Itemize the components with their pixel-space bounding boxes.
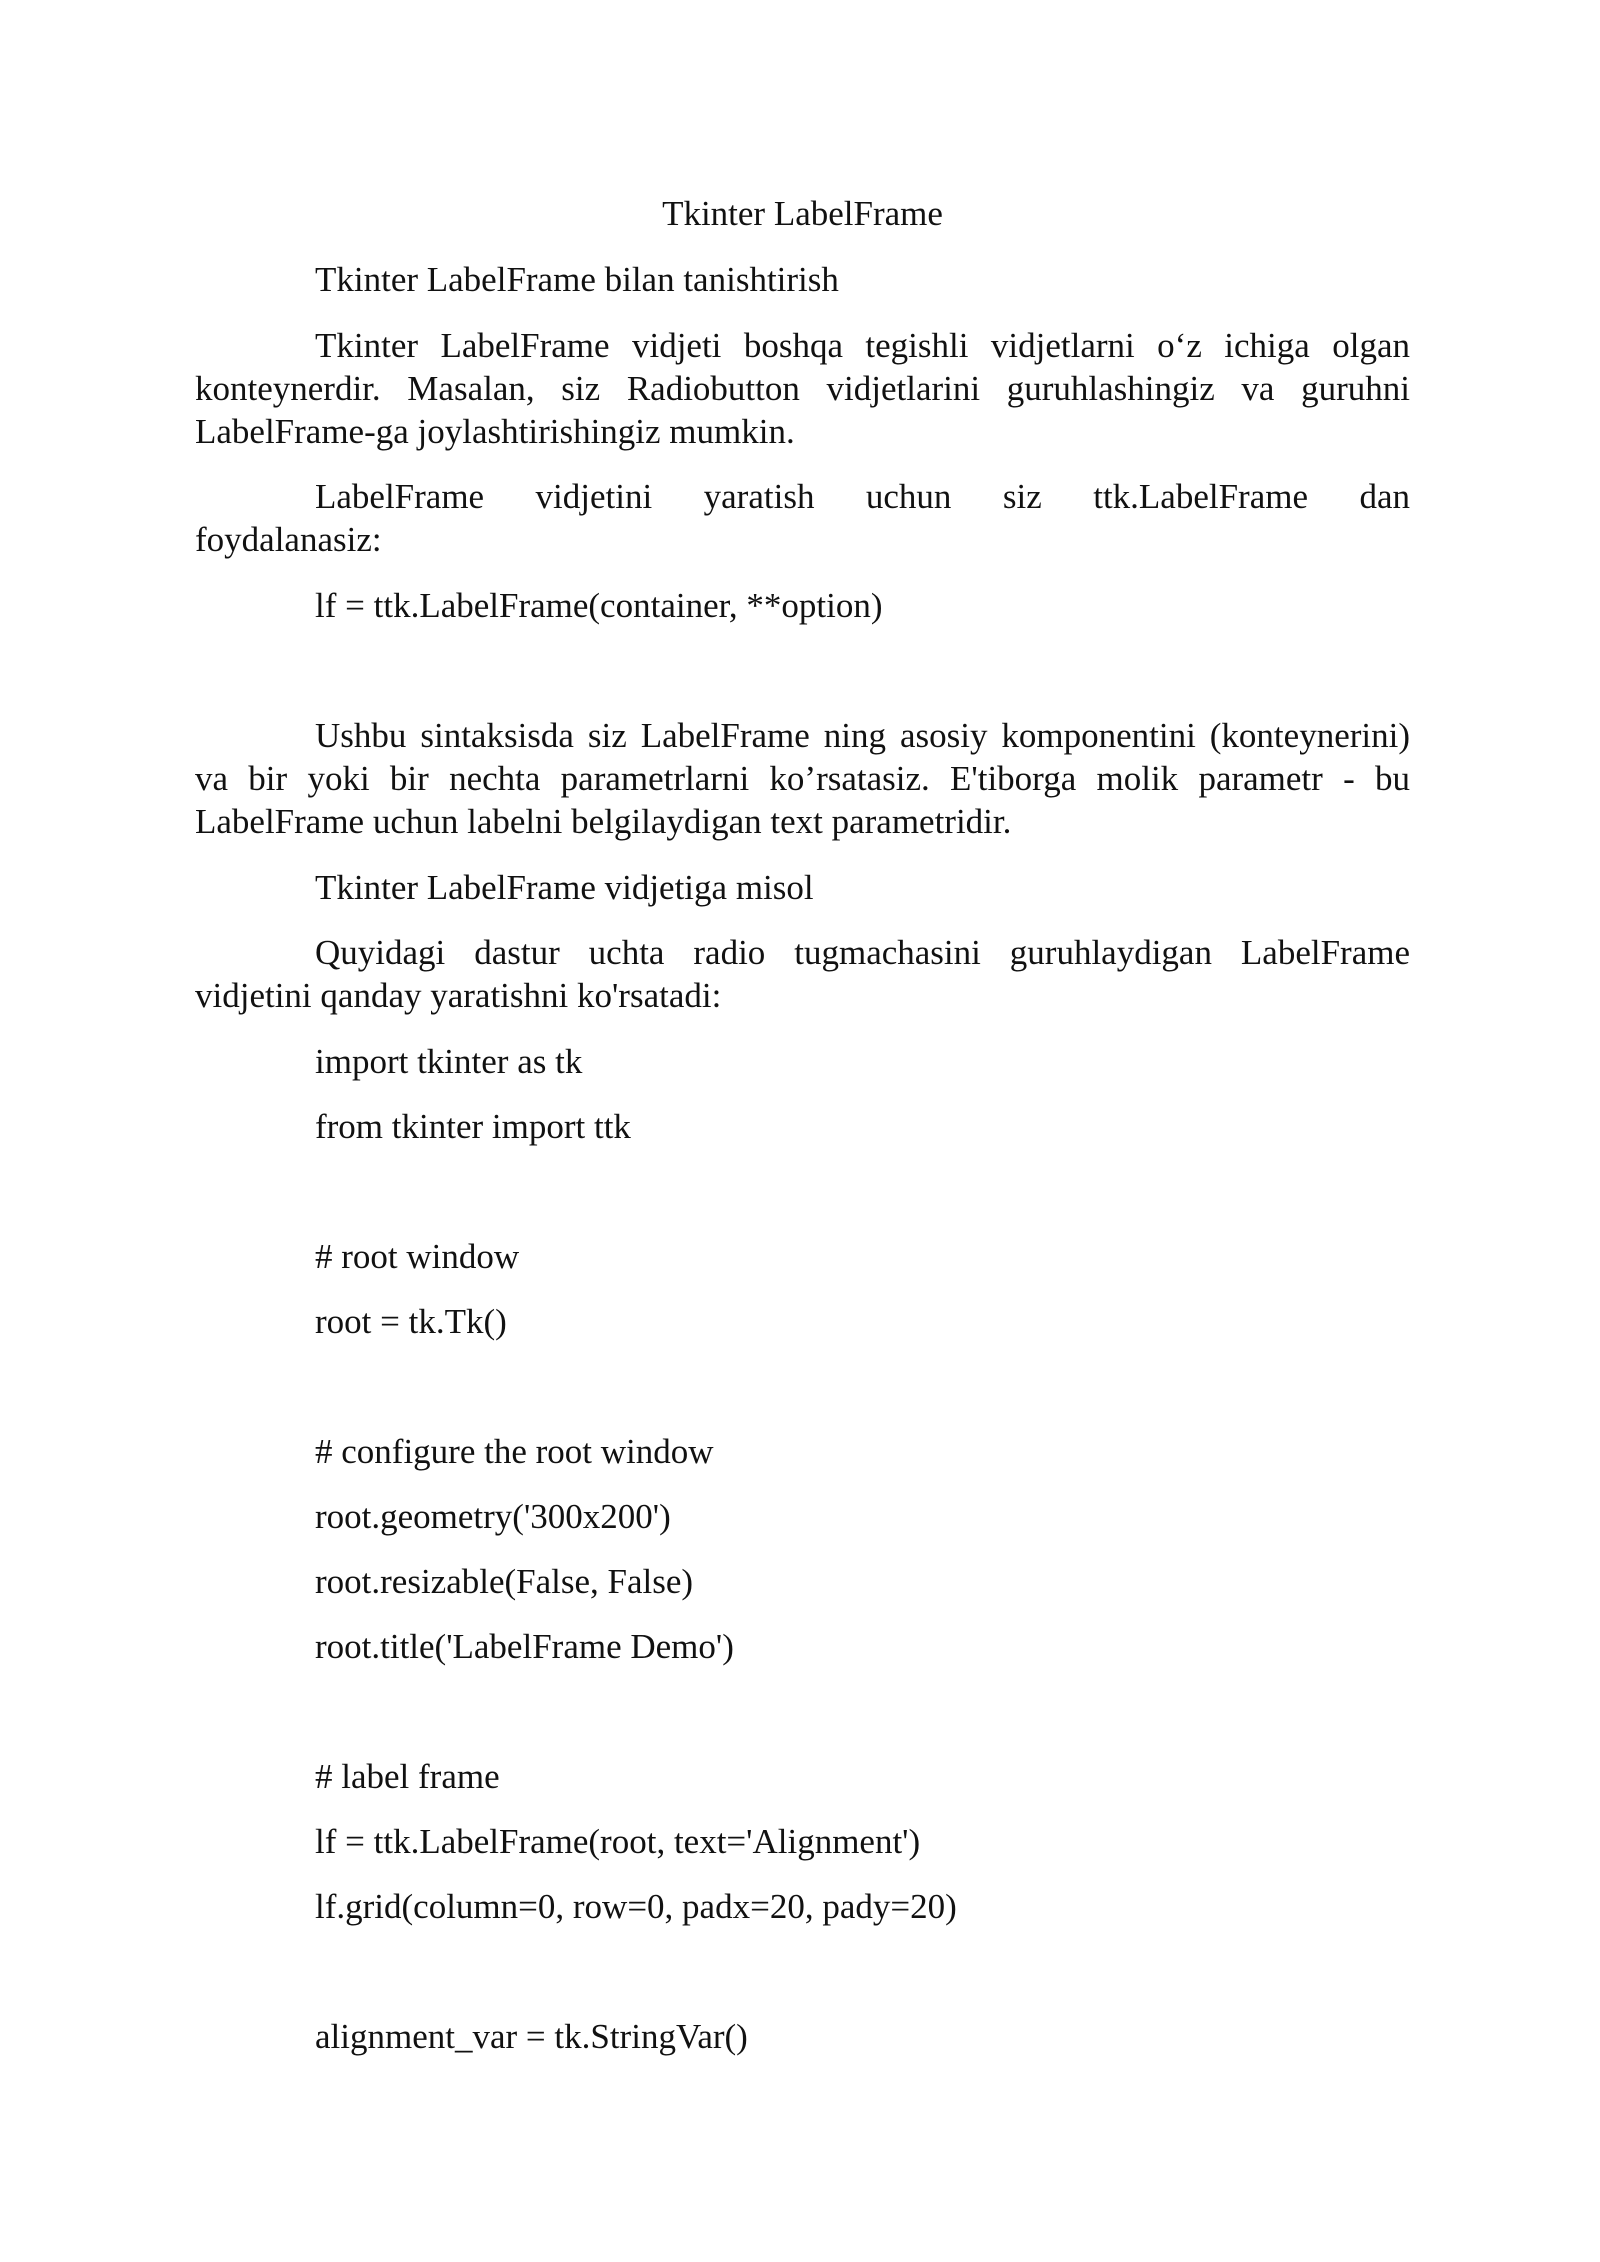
section-heading-example: Tkinter LabelFrame vidjetiga misol [315,868,814,907]
code-line-stringvar: alignment_var = tk.StringVar() [315,2017,748,2056]
code-line-title: root.title('LabelFrame Demo') [315,1627,734,1666]
paragraph-create-line1: LabelFrame vidjetini yaratish uchun siz ttk.LabelFrame dan [315,477,1410,516]
paragraph-intro: Tkinter LabelFrame vidjeti boshqa tegishli vidjetlarni o‘z ichiga olgan konteynerdir. Masalan, siz Radiobutton vidjetlarini guruhlashingiz va guruhni LabelFrame-ga joylashtirishingiz mumkin. [195,326,1410,451]
code-line-import-tk: import tkinter as tk [315,1042,583,1081]
code-comment-label-frame: # label frame [315,1757,500,1796]
section-heading-intro: Tkinter LabelFrame bilan tanishtirish [315,260,839,299]
code-comment-configure: # configure the root window [315,1432,714,1471]
code-line-grid: lf.grid(column=0, row=0, padx=20, pady=20) [315,1887,957,1926]
paragraph-syntax: Ushbu sintaksisda siz LabelFrame ning asosiy komponentini (konteynerini) va bir yoki bir nechta parametrlarni ko’rsatasiz. E'tiborga molik parametr - bu LabelFrame uchun labelni belgilaydigan text parametridir. [195,716,1410,841]
paragraph-example: Quyidagi dastur uchta radio tugmachasini guruhlaydigan LabelFrame vidjetini qanday yaratishni ko'rsatadi: [195,933,1410,1015]
paragraph-create-line2: foydalanasiz: [195,520,382,559]
syntax-code-line: lf = ttk.LabelFrame(container, **option) [315,586,883,625]
code-line-labelframe: lf = ttk.LabelFrame(root, text='Alignment') [315,1822,921,1861]
code-comment-root-window: # root window [315,1237,520,1276]
code-line-geometry: root.geometry('300x200') [315,1497,671,1536]
document-title: Tkinter LabelFrame [662,194,943,233]
code-line-import-ttk: from tkinter import ttk [315,1107,631,1146]
code-line-resizable: root.resizable(False, False) [315,1562,694,1601]
code-line-root-tk: root = tk.Tk() [315,1302,507,1341]
